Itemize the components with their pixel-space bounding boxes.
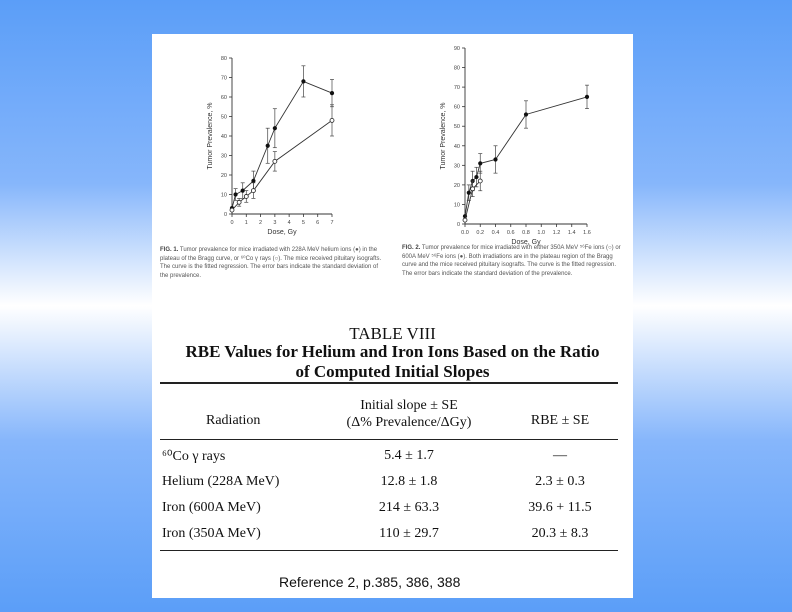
data-point (244, 194, 248, 198)
x-tick-label: 6 (316, 220, 320, 226)
x-tick-label: 7 (330, 220, 334, 226)
data-point (273, 159, 277, 163)
row-slope: 110 ± 29.7 (379, 526, 439, 541)
row-radiation: Iron (600A MeV) (162, 500, 261, 515)
y-tick-label: 60 (220, 95, 227, 101)
x-tick-label: 0.4 (491, 230, 500, 236)
figure-2-chart (437, 44, 597, 246)
y-tick-label: 60 (453, 104, 460, 111)
y-tick-label: 0 (223, 212, 227, 218)
row-slope: 5.4 ± 1.7 (384, 448, 434, 463)
data-point (241, 189, 245, 193)
table-header-rule (160, 439, 618, 440)
data-point (266, 144, 270, 148)
data-point (251, 189, 255, 193)
y-tick-label: 30 (220, 153, 227, 160)
row-rbe: 20.3 ± 8.3 (531, 526, 589, 541)
x-tick-label: 1 (244, 220, 248, 226)
y-tick-label: 70 (453, 85, 460, 92)
y-tick-label: 40 (453, 143, 460, 150)
table-top-rule (160, 382, 618, 384)
figure-1-chart (207, 46, 342, 236)
y-tick-label: 10 (220, 192, 227, 199)
table-subtitle-line-1: RBE Values for Helium and Iron Ions Based on the Ratio (185, 342, 600, 361)
figure-1-caption-text: Tumor prevalence for mice irradiated with 228A MeV helium ions (●) in the plateau of the Bragg curve, or ⁶⁰Co γ rays (○). The mice received pituitary isografts. The curve is the fitted regression. The error bars indicate the standard deviation of the prevalence. (160, 247, 382, 279)
data-point (493, 157, 497, 161)
figure-1-caption-number: FIG. 1. (160, 247, 179, 253)
data-point (233, 192, 237, 196)
table-bottom-rule (160, 550, 618, 551)
figure-1-caption (160, 246, 382, 280)
row-slope: 12.8 ± 1.8 (380, 474, 438, 489)
row-rbe: — (553, 448, 567, 463)
x-tick-label: 3 (273, 220, 277, 226)
y-tick-label: 50 (453, 124, 460, 131)
scanned-page (152, 34, 633, 598)
table-subtitle-line-2: of Computed Initial Slopes (295, 362, 490, 381)
data-point (273, 126, 277, 130)
data-point (330, 118, 334, 122)
series-line (232, 81, 332, 208)
y-tick-label: 80 (453, 65, 460, 72)
header-slope-line-1: Initial slope ± SE (360, 398, 458, 413)
table-subtitle (152, 342, 633, 382)
x-tick-label: 2 (259, 220, 263, 226)
y-tick-label: 70 (220, 75, 227, 82)
data-point (230, 208, 234, 212)
y-axis-label: Tumor Prevalence, % (440, 102, 447, 170)
figure-2 (437, 44, 597, 246)
header-slope-line-2: (Δ% Prevalence/ΔGy) (346, 415, 472, 430)
data-point (585, 95, 589, 99)
reference-note: Reference 2, p.385, 386, 388 (279, 574, 461, 590)
data-point (478, 161, 482, 165)
x-tick-label: 1.4 (567, 230, 576, 236)
data-point (467, 191, 471, 195)
y-axis-label: Tumor Prevalence, % (207, 102, 214, 170)
data-point (463, 218, 467, 222)
x-tick-label: 1.0 (537, 230, 546, 236)
x-tick-label: 4 (287, 220, 291, 226)
x-tick-label: 0 (230, 220, 234, 226)
y-tick-label: 20 (453, 182, 460, 189)
x-tick-label: 1.2 (552, 230, 561, 236)
figure-1 (207, 46, 342, 236)
figure-2-caption (402, 244, 626, 278)
row-slope: 214 ± 63.3 (378, 500, 440, 515)
data-point (251, 179, 255, 183)
x-tick-label: 1.6 (583, 230, 591, 236)
y-tick-label: 40 (220, 134, 227, 140)
x-tick-label: 0.8 (522, 230, 530, 236)
x-axis-label: Dose, Gy (267, 229, 297, 236)
header-radiation: Radiation (206, 413, 261, 428)
y-tick-label: 0 (456, 222, 460, 228)
table-title: TABLE VIII (349, 324, 436, 343)
row-radiation: Iron (350A MeV) (162, 526, 261, 541)
row-rbe: 39.6 + 11.5 (528, 500, 592, 515)
y-tick-label: 50 (220, 114, 227, 121)
data-point (330, 91, 334, 95)
y-tick-label: 20 (220, 173, 227, 179)
data-point (237, 200, 241, 204)
x-tick-label: 0.2 (476, 230, 485, 236)
header-rbe: RBE ± SE (530, 413, 590, 428)
figure-2-caption-number: FIG. 2. (402, 245, 421, 251)
x-tick-label: 5 (301, 220, 305, 226)
x-tick-label: 0.6 (506, 230, 515, 236)
y-tick-label: 10 (453, 202, 460, 209)
row-rbe: 2.3 ± 0.3 (535, 474, 585, 489)
figure-2-caption-text: Tumor prevalence for mice irradiated with either 350A MeV ⁵⁶Fe ions (○) or 600A MeV ⁵⁶Fe ions (●). Both irradiations are in the plateau region of the Bragg curve and the mice received pituitary isografts. The curve is the fitted regression. The error bars indicate the standard deviation of the prevalence. (402, 245, 621, 277)
x-tick-label: 0.0 (461, 230, 469, 236)
data-point (471, 187, 475, 191)
y-tick-label: 90 (453, 46, 460, 52)
y-tick-label: 30 (453, 163, 460, 170)
x-axis-label: Dose, Gy (511, 239, 541, 246)
y-tick-label: 80 (220, 56, 227, 62)
data-point (474, 175, 478, 179)
row-radiation: ⁶⁰Co γ rays (162, 449, 226, 464)
data-point (301, 79, 305, 83)
data-point (524, 112, 528, 116)
data-point (478, 179, 482, 183)
row-radiation: Helium (228A MeV) (162, 474, 280, 489)
